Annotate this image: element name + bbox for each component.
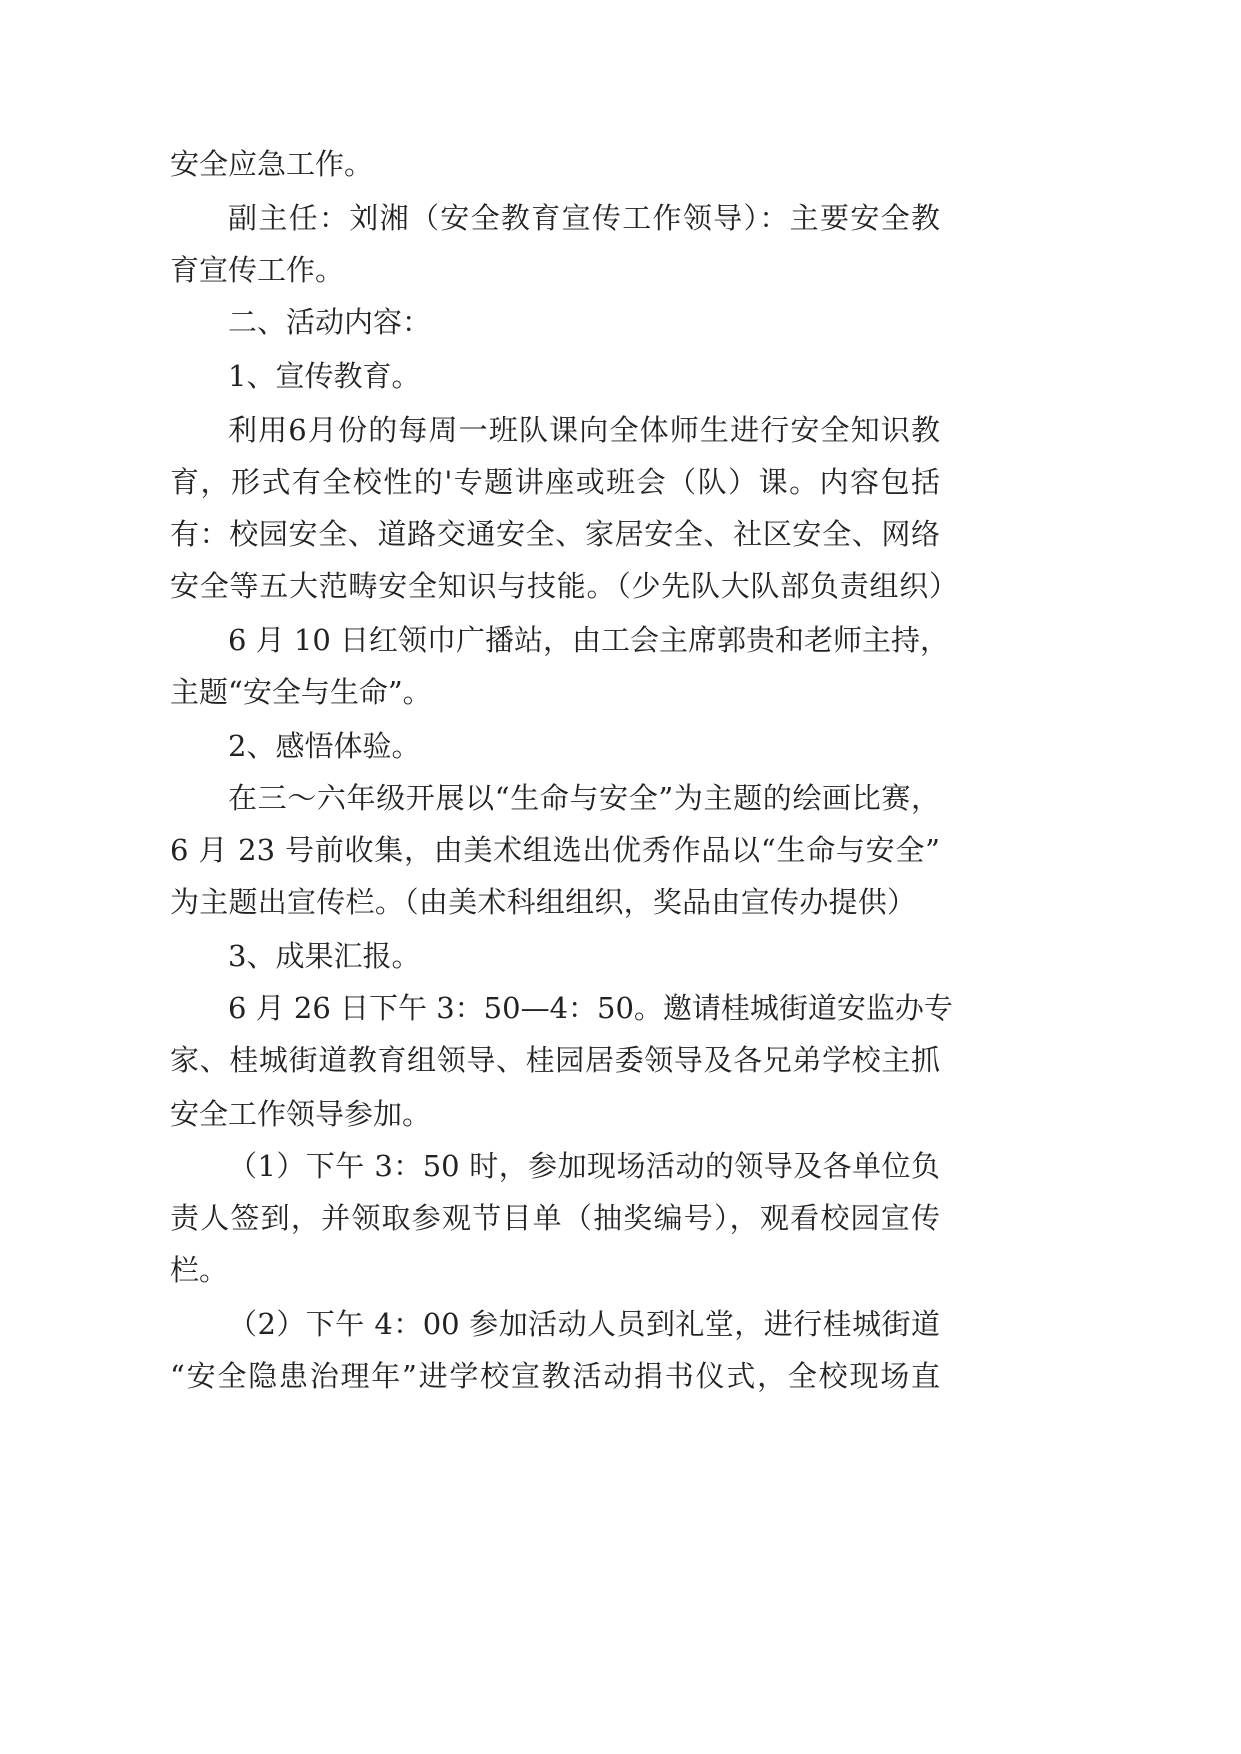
text-line-22: 栏。 [170, 1253, 229, 1287]
text-line-17: 6 月 26 日下午 3：50—4：50。邀请桂城街道安监办专 [228, 991, 953, 1025]
section-heading-activity-content: 二、活动内容： [228, 305, 432, 339]
text-line-21: 责人签到，并领取参观节目单（抽奖编号），观看校园宣传 [170, 1201, 940, 1235]
text-line-7: 育，形式有全校性的'专题讲座或班会（队）课。内容包括 [170, 465, 940, 499]
text-line-8: 有：校园安全、道路交通安全、家居安全、社区安全、网络 [170, 517, 940, 551]
text-line-24: “安全隐患治理年”进学校宣教活动捐书仪式，全校现场直 [170, 1359, 940, 1393]
subheading-publicity-education: 1、宣传教育。 [228, 359, 421, 393]
text-line-2: 副主任：刘湘（安全教育宣传工作领导）：主要安全教 [228, 201, 940, 235]
text-line-13: 在三～六年级开展以“生命与安全”为主题的绘画比赛， [228, 781, 940, 815]
text-line-15: 为主题出宣传栏。（由美术科组组织，奖品由宣传办提供） [170, 885, 916, 919]
text-line-1: 安全应急工作。 [170, 147, 374, 181]
text-line-6: 利用6月份的每周一班队课向全体师生进行安全知识教 [228, 413, 940, 447]
text-line-14: 6 月 23 号前收集，由美术组选出优秀作品以“生命与安全” [170, 833, 940, 867]
subheading-report: 3、成果汇报。 [228, 939, 421, 973]
text-line-3: 育宣传工作。 [170, 253, 345, 287]
text-line-19: 安全工作领导参加。 [170, 1097, 432, 1131]
text-line-9: 安全等五大范畴安全知识与技能。（少先队大队部负责组织） [170, 569, 958, 603]
text-line-23: （2）下午 4：00 参加活动人员到礼堂，进行桂城街道 [228, 1307, 940, 1341]
text-line-10: 6 月 10 日红领巾广播站，由工会主席郭贵和老师主持， [228, 623, 950, 657]
text-line-18: 家、桂城街道教育组领导、桂园居委领导及各兄弟学校主抓 [170, 1043, 940, 1077]
text-line-11: 主题“安全与生命”。 [170, 675, 432, 709]
subheading-experience: 2、感悟体验。 [228, 729, 421, 763]
text-line-20: （1）下午 3：50 时，参加现场活动的领导及各单位负 [228, 1149, 940, 1183]
